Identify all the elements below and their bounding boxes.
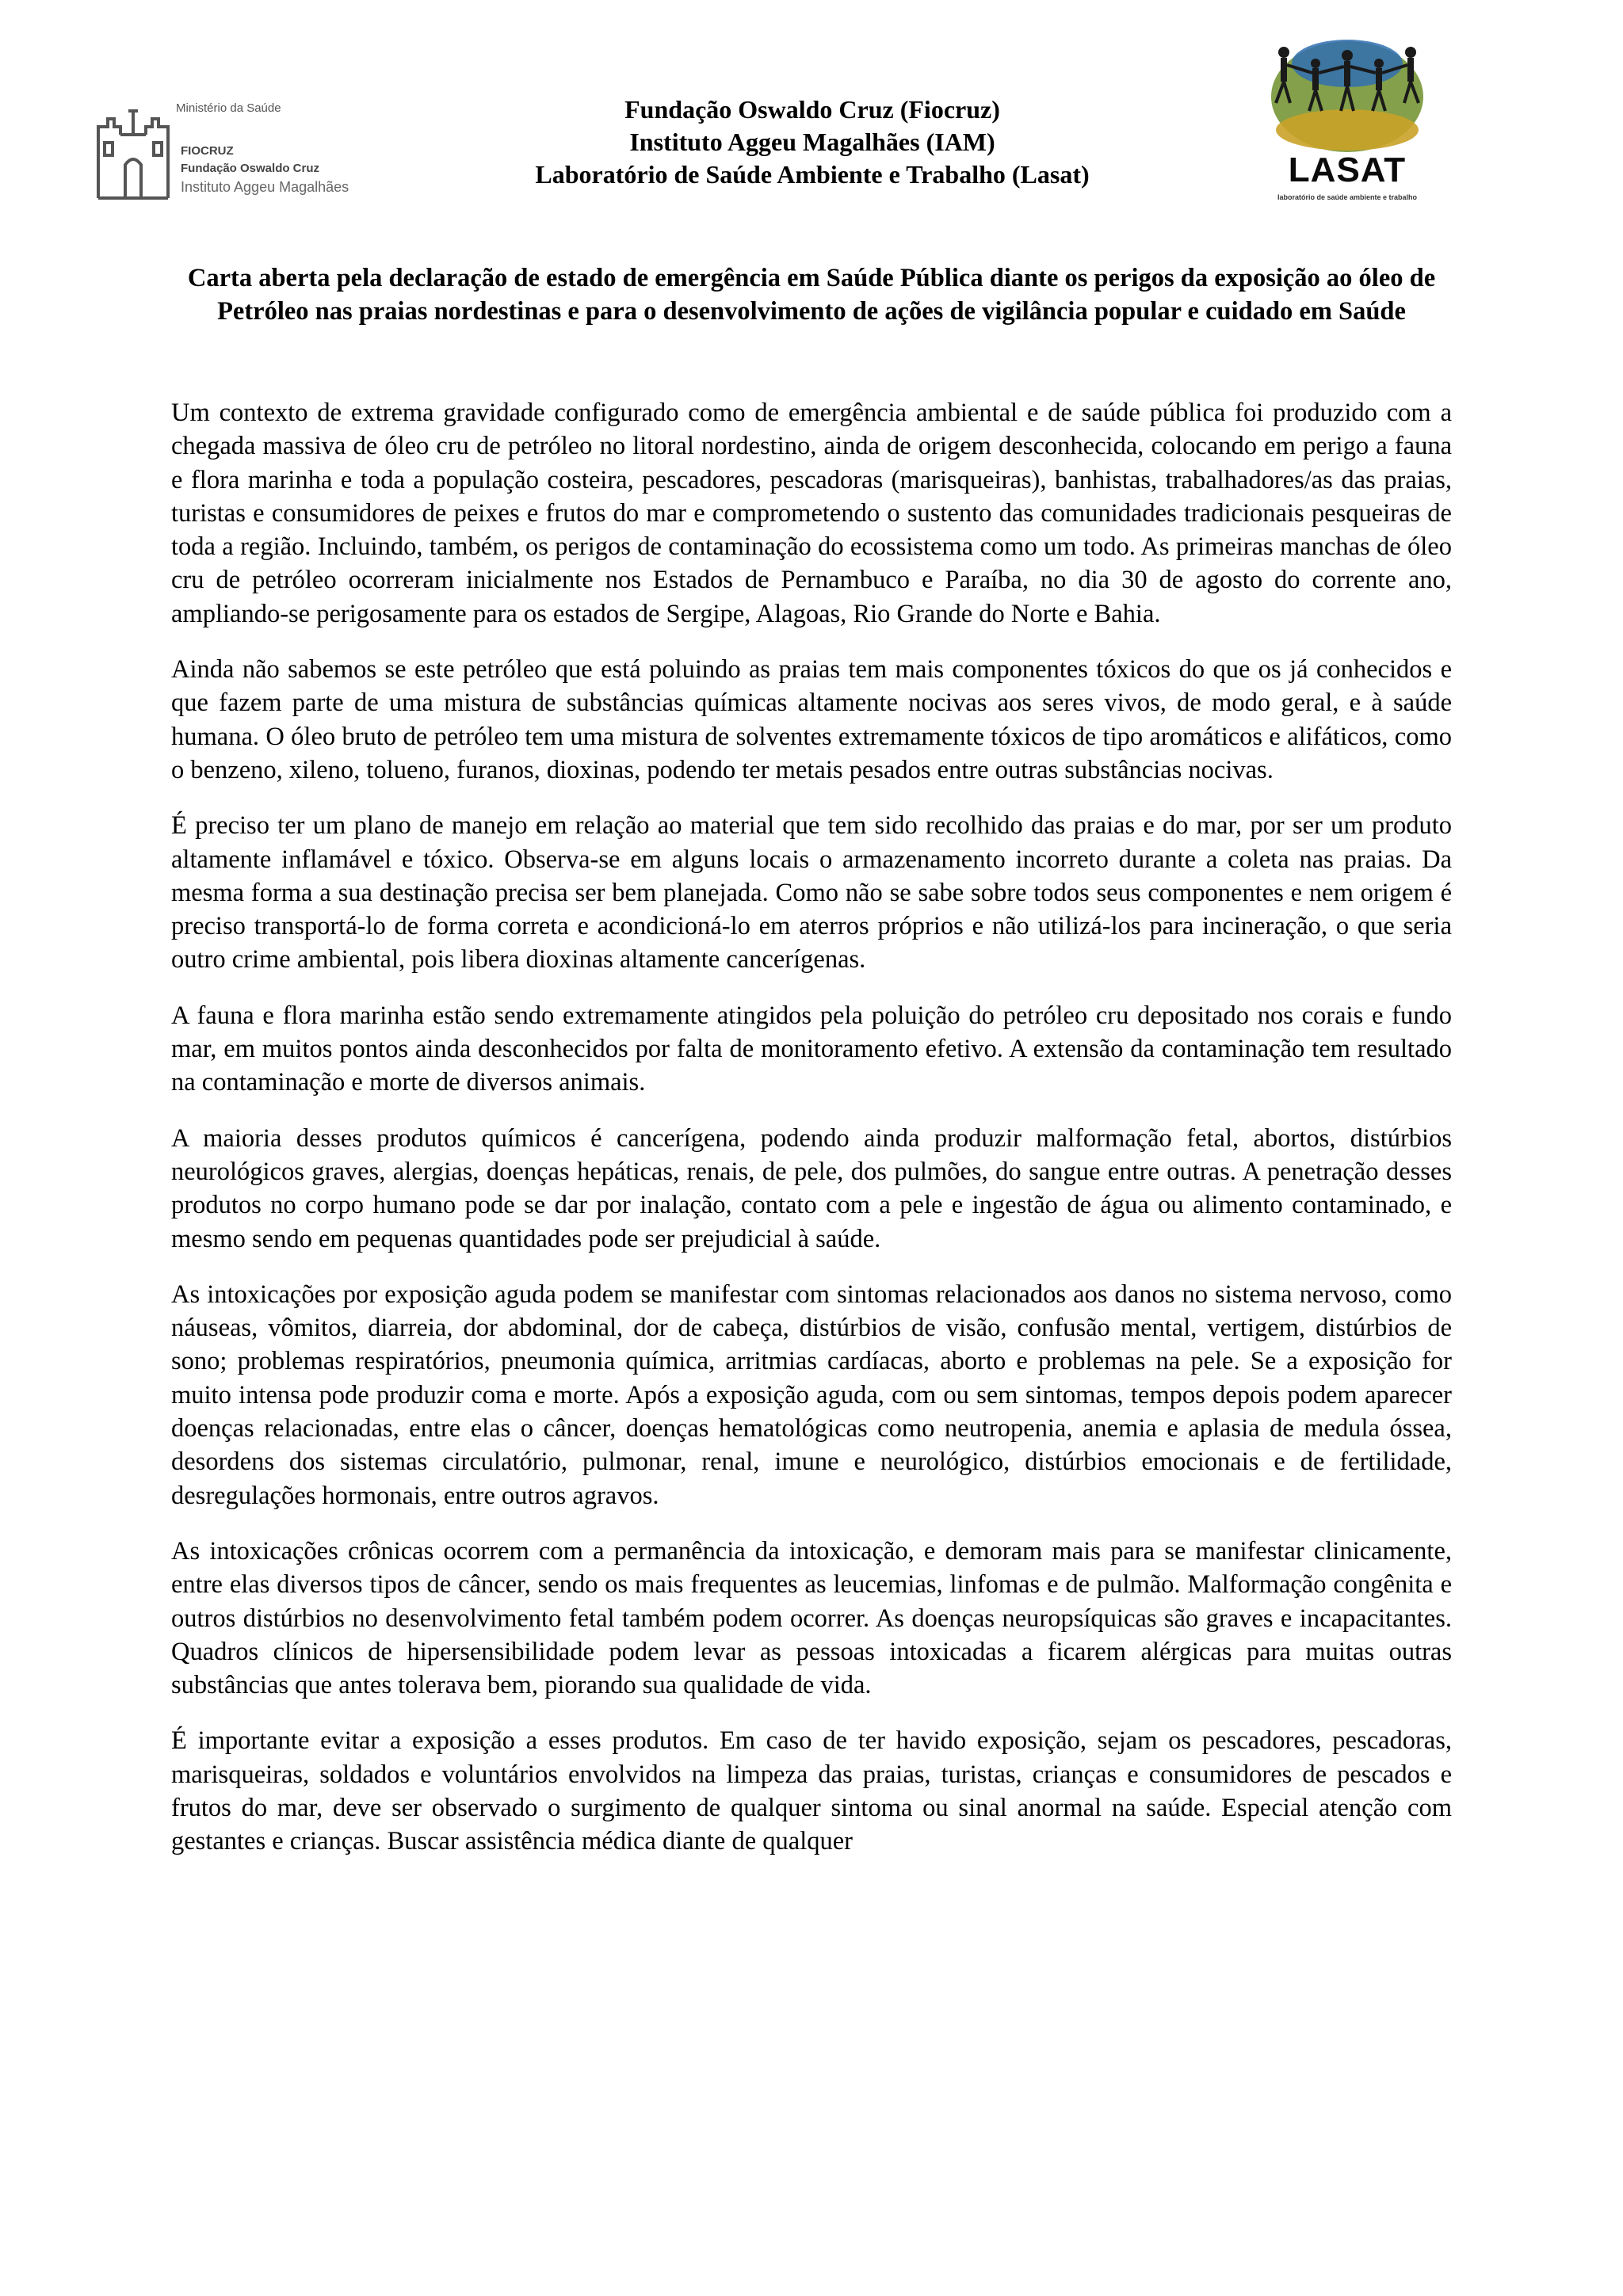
body-paragraph: Ainda não sabemos se este petróleo que está poluindo as praias tem mais componentes tóxicos do que os já conhecidos e que fazem parte de uma mistura de substâncias químicas altamente nocivas aos seres vivos, de modo geral, e à saúde humana. O óleo bruto de petróleo tem uma mistura de solventes extremamente tóxicos de tipo aromáticos e alifáticos, como o benzeno, xileno, tolueno, furanos, dioxinas, podendo ter metais pesados entre outras substâncias nocivas.: [171, 655, 1452, 784]
lasat-people-icon: [1252, 32, 1442, 158]
institution-line: Fundação Oswaldo Cruz (Fiocruz): [624, 95, 1000, 124]
body-paragraph: As intoxicações crônicas ocorrem com a permanência da intoxicação, e demoram mais para se manifestar clinicamente, entre elas diversos tipos de câncer, sendo os mais frequentes as leucemias, linfomas e de pulmão. Malformação congênita e outros distúrbios no desenvolvimento fetal também podem ocorrer. As doenças neuropsíquicas são graves e incapacitantes. Quadros clínicos de hipersensibilidade podem levar as pessoas intoxicadas a ficarem alérgicas para muitas outras substâncias que antes tolerava bem, piorando sua qualidade de vida.: [171, 1536, 1452, 1700]
body-paragraph: É importante evitar a exposição a esses produtos. Em caso de ter havido exposição, sejam os pescadores, pescadoras, marisqueiras, soldados e voluntários envolvidos na limpeza das praias, turistas, crianças e consumidores de pescados e frutos do mar, deve ser observado o surgimento de qualquer sintoma ou sinal anormal na saúde. Especial atenção com gestantes e crianças. Buscar assistência médica diante de qualquer: [171, 1726, 1452, 1856]
body-paragraph: A maioria desses produtos químicos é cancerígena, podendo ainda produzir malformação fetal, abortos, distúrbios neurológicos graves, alergias, doenças hepáticas, renais, de pele, dos pulmões, do sangue entre outras. A penetração desses produtos no corpo humano pode se dar por inalação, contato com a pele e ingestão de água ou alimento contaminado, e mesmo sendo em pequenas quantidades pode ser prejudicial à saúde.: [171, 1123, 1452, 1253]
ministry-label: Ministério da Saúde: [176, 101, 281, 115]
fiocruz-castle-icon: [94, 95, 173, 206]
lasat-logo: [1252, 32, 1442, 208]
body-paragraph: As intoxicações por exposição aguda podem se manifestar com sintomas relacionados aos danos no sistema nervoso, como náuseas, vômitos, diarreia, dor abdominal, dor de cabeça, distúrbios de visão, confusão mental, vertigem, distúrbios de sono; problemas respiratórios, pneumonia química, arritmias cardíacas, aborto e problemas na pele. Se a exposição for muito intensa pode produzir coma e morte. Após a exposição aguda, com ou sem sintomas, tempos depois podem aparecer doenças relacionadas, entre elas o câncer, doenças hematológicas como neutropenia, anemia e aplasia de medula óssea, desordens dos sistemas circulatório, pulmonar, renal, imune e neurológico, distúrbios emocionais e de fertilidade, desregulações hormonais, entre outros agravos.: [171, 1280, 1452, 1510]
lasat-wordmark: LASAT: [1288, 151, 1407, 189]
institution-heading: [444, 93, 1181, 191]
fiocruz-logo: [94, 95, 387, 206]
institute-label: Instituto Aggeu Magalhães: [181, 179, 349, 195]
letterhead: [0, 0, 1623, 238]
body-paragraph: É preciso ter um plano de manejo em relação ao material que tem sido recolhido das praias e do mar, por ser um produto altamente inflamável e tóxico. Observa-se em alguns locais o armazenamento incorreto durante a coleta nas praias. Da mesma forma a sua destinação precisa ser bem planejada. Como não se sabe sobre todos seus componentes e nem origem é preciso transportá-lo de forma correta e acondicioná-lo em aterros próprios e não utilizá-los para incineração, o que seria outro crime ambiental, pois libera dioxinas altamente cancerígenas.: [171, 811, 1452, 974]
body-paragraph: Um contexto de extrema gravidade configurado como de emergência ambiental e de saúde pública foi produzido com a chegada massiva de óleo cru de petróleo no litoral nordestino, ainda de origem desconhecida, colocando em perigo a fauna e flora marinha e toda a população costeira, pescadores, pescadoras (marisqueiras), banhistas, trabalhadores/as das praias, turistas e consumidores de peixes e frutos do mar e comprometendo o sustento das comunidades tradicionais pesqueiras de toda a região. Incluindo, também, os perigos de contaminação do ecossistema como um todo. As primeiras manchas de óleo cru de petróleo ocorreram inicialmente nos Estados de Pernambuco e Paraíba, no dia 30 de agosto do corrente ano, ampliando-se perigosamente para os estados de Sergipe, Alagoas, Rio Grande do Norte e Bahia.: [171, 399, 1452, 628]
letter-body: [171, 396, 1452, 1881]
body-paragraph: A fauna e flora marinha estão sendo extremamente atingidos pela poluição do petróleo cru depositado nos corais e fundo mar, em muitos pontos ainda desconhecidos por falta de monitoramento efetivo. A extensão da contaminação tem resultado na contaminação e morte de diversos animais.: [171, 1001, 1452, 1097]
fiocruz-label: FIOCRUZ: [181, 144, 234, 158]
fiocruz-full-label: Fundação Oswaldo Cruz: [181, 162, 320, 175]
letter-title: Carta aberta pela declaração de estado de emergência em Saúde Pública diante os perigos da exposição ao óleo de Petróleo nas praias nordestinas e para o desenvolvimento de ações de vigilância popular e cuidado em Saúde: [187, 264, 1436, 326]
lasat-subtitle: laboratório de saúde ambiente e trabalho: [1277, 193, 1418, 201]
institution-line: Instituto Aggeu Magalhães (IAM): [629, 128, 995, 156]
institution-line: Laboratório de Saúde Ambiente e Trabalho (Lasat): [535, 160, 1090, 189]
